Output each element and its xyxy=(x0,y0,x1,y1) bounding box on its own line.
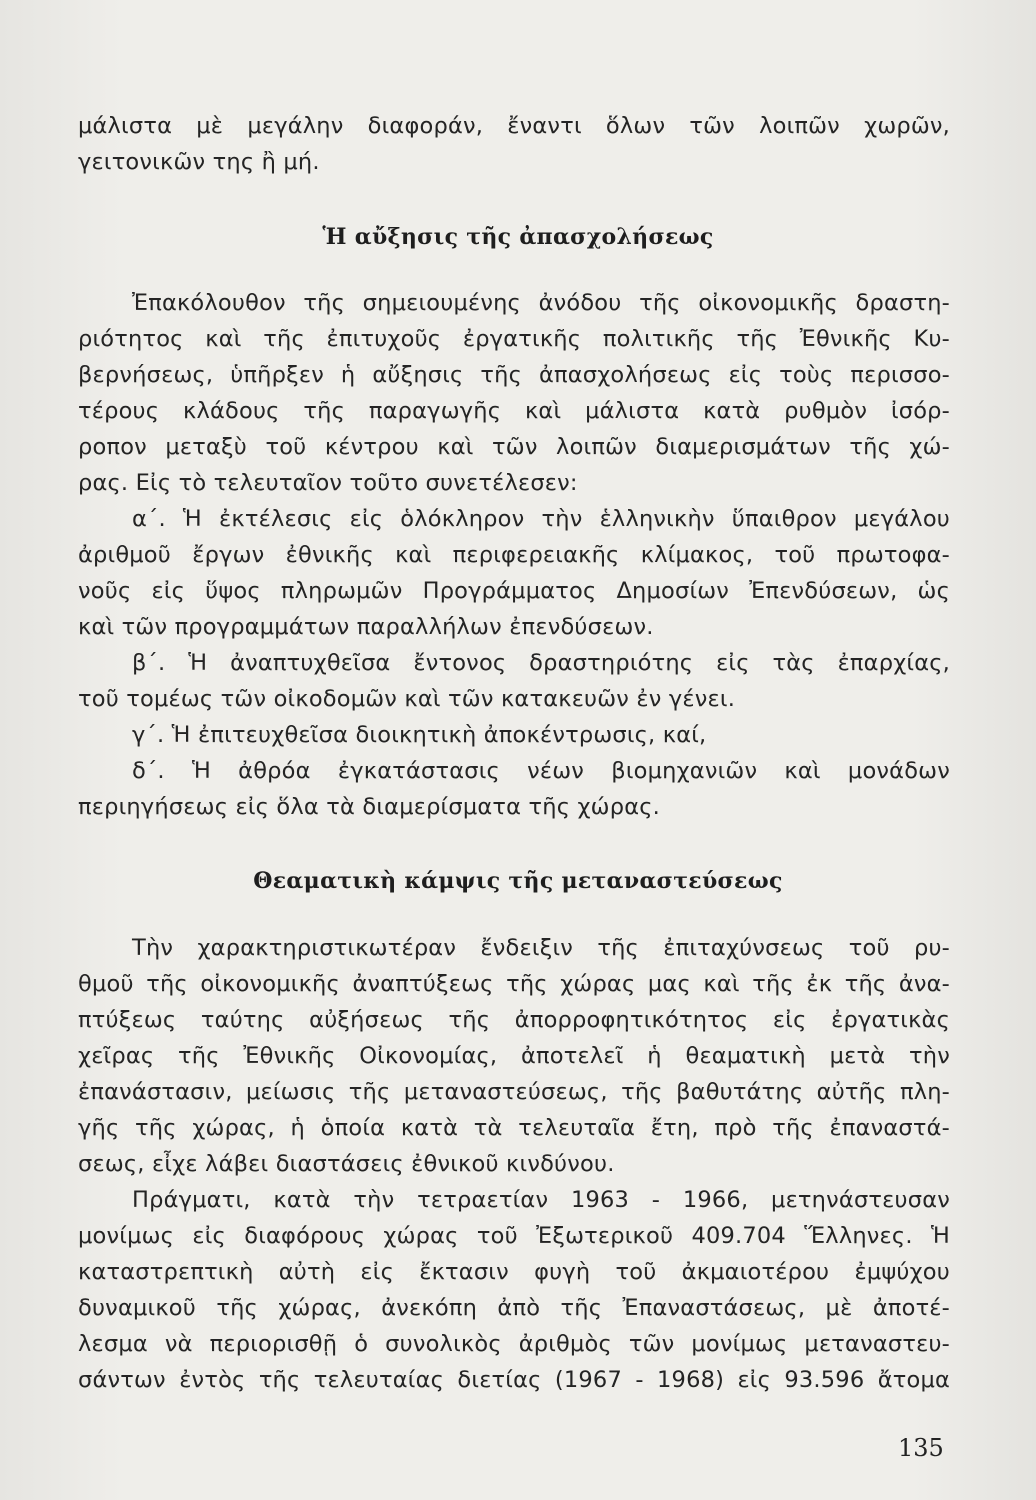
text-line: γειτονικῶν της ἢ μή. xyxy=(78,149,320,175)
text-line: ἐπανάστασιν, μείωσις τῆς μεταναστεύσεως, τῆς βαθυτάτης αὐτῆς πλη- xyxy=(78,1079,950,1105)
text-line: ριότητος καὶ τῆς ἐπιτυχοῦς ἐργατικῆς πολιτικῆς τῆς Ἐθνικῆς Κυ- xyxy=(78,326,950,352)
text-line: πτύξεως ταύτης αὐξήσεως τῆς ἀπορροφητικότητος εἰς ἐργατικὰς xyxy=(78,1007,950,1033)
text-line: ρας. Εἰς τὸ τελευταῖον τοῦτο συνετέλεσεν: xyxy=(78,470,578,496)
text-line: νοῦς εἰς ὕψος πληρωμῶν Προγράμματος Δημοσίων Ἐπενδύσεων, ὡς xyxy=(78,578,950,604)
text-line: δυναμικοῦ τῆς χώρας, ἀνεκόπη ἀπὸ τῆς Ἐπαναστάσεως, μὲ ἀποτέ- xyxy=(78,1295,950,1321)
text-line: λεσμα νὰ περιορισθῇ ὁ συνολικὸς ἀριθμὸς τῶν μονίμως μεταναστευ- xyxy=(78,1331,950,1357)
text-line: βερνήσεως, ὑπῆρξεν ἡ αὔξησις τῆς ἀπασχολήσεως εἰς τοὺς περισσο- xyxy=(78,362,950,388)
text-line: μάλιστα μὲ μεγάλην διαφοράν, ἔναντι ὅλων τῶν λοιπῶν χωρῶν, xyxy=(78,113,950,139)
list-item-b: β΄. Ἡ ἀναπτυχθεῖσα ἔντονος δραστηριότης εἰς τὰς ἐπαρχίας, xyxy=(132,650,950,676)
text-line: Πράγματι, κατὰ τὴν τετραετίαν 1963 - 1966, μετηνάστευσαν xyxy=(132,1187,950,1213)
text-line: καταστρεπτικὴ αὐτὴ εἰς ἔκτασιν φυγὴ τοῦ ἀκμαιοτέρου ἐμψύχου xyxy=(78,1259,950,1285)
text-line: μονίμως εἰς διαφόρους χώρας τοῦ Ἐξωτερικοῦ 409.704 Ἕλληνες. Ἡ xyxy=(78,1223,950,1249)
text-line: σάντων ἐντὸς τῆς τελευταίας διετίας (1967 - 1968) εἰς 93.596 ἄτομα xyxy=(78,1367,950,1393)
text-line: τοῦ τομέως τῶν οἰκοδομῶν καὶ τῶν κατακευῶν ἐν γένει. xyxy=(78,686,736,712)
text-line: ἀριθμοῦ ἔργων ἐθνικῆς καὶ περιφερειακῆς κλίμακος, τοῦ πρωτοφα- xyxy=(78,542,950,568)
section-heading-emigration: Θεαματικὴ κάμψις τῆς μεταναστεύσεως xyxy=(253,868,783,894)
text-line: σεως, εἶχε λάβει διαστάσεις ἐθνικοῦ κινδύνου. xyxy=(78,1151,615,1177)
list-item-a: α΄. Ἡ ἐκτέλεσις εἰς ὁλόκληρον τὴν ἑλληνικὴν ὕπαιθρον μεγάλου xyxy=(132,506,950,532)
text-line: θμοῦ τῆς οἰκονομικῆς ἀναπτύξεως τῆς χώρας μας καὶ τῆς ἐκ τῆς ἀνα- xyxy=(78,971,950,997)
text-line: χεῖρας τῆς Ἐθνικῆς Οἰκονομίας, ἀποτελεῖ ἡ θεαματικὴ μετὰ τὴν xyxy=(78,1043,950,1069)
text-line: γῆς τῆς χώρας, ἡ ὁποία κατὰ τὰ τελευταῖα ἔτη, πρὸ τῆς ἐπαναστά- xyxy=(78,1115,950,1141)
list-item-c: γ΄. Ἡ ἐπιτευχθεῖσα διοικητικὴ ἀποκέντρωσις, καί, xyxy=(132,722,707,748)
text-line: Ἐπακόλουθον τῆς σημειουμένης ἀνόδου τῆς οἰκονομικῆς δραστη- xyxy=(132,290,950,316)
text-line: περιηγήσεως εἰς ὅλα τὰ διαμερίσματα τῆς χώρας. xyxy=(78,794,660,820)
text-line: ροπον μεταξὺ τοῦ κέντρου καὶ τῶν λοιπῶν διαμερισμάτων τῆς χώ- xyxy=(78,434,950,460)
text-line: τέρους κλάδους τῆς παραγωγῆς καὶ μάλιστα κατὰ ρυθμὸν ἰσόρ- xyxy=(78,398,950,424)
page-number: 135 xyxy=(898,1434,944,1462)
list-item-d: δ΄. Ἡ ἀθρόα ἐγκατάστασις νέων βιομηχανιῶν καὶ μονάδων xyxy=(132,758,950,784)
section-heading-employment: Ἡ αὔξησις τῆς ἀπασχολήσεως xyxy=(322,224,714,250)
text-line: Τὴν χαρακτηριστικωτέραν ἔνδειξιν τῆς ἐπιταχύνσεως τοῦ ρυ- xyxy=(132,935,950,961)
text-line: καὶ τῶν προγραμμάτων παραλλήλων ἐπενδύσεων. xyxy=(78,614,654,640)
